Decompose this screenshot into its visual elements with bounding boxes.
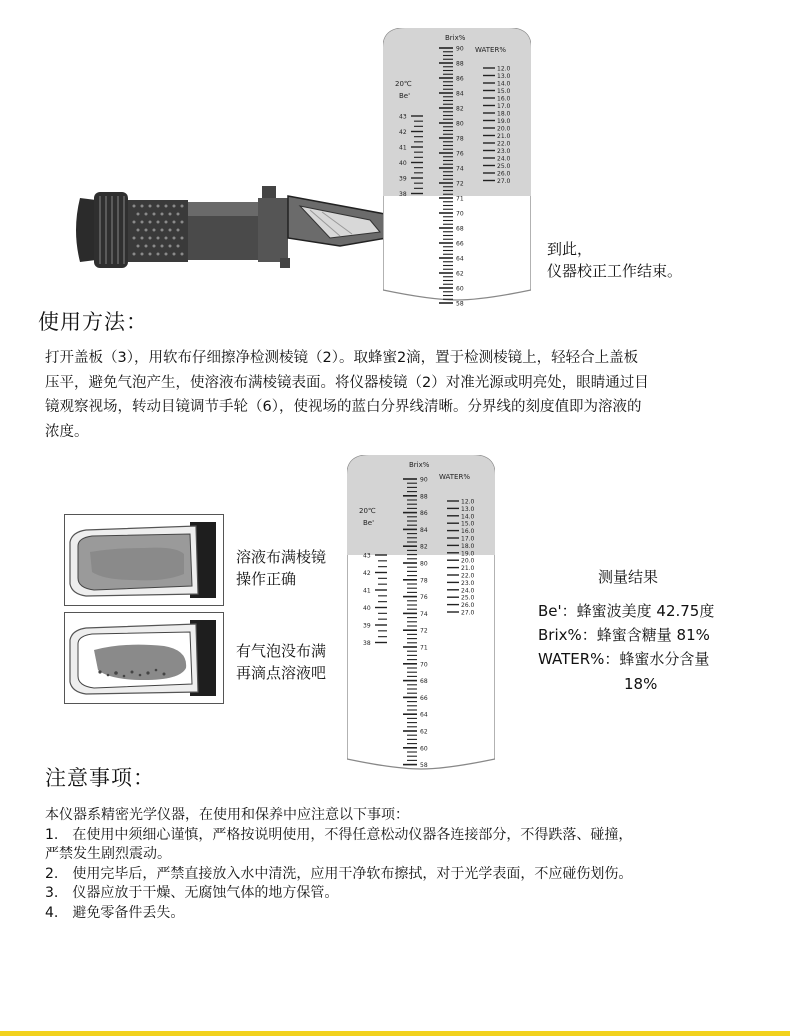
brix-tick-label: 64 [456, 255, 464, 263]
notes-item4: 4. 避免零备件丢失。 [45, 904, 185, 921]
water-tick-label: 22.0 [461, 572, 475, 580]
water-tick-label: 14.0 [461, 513, 475, 521]
brix-tick-label: 71 [456, 195, 464, 203]
be-tick-label: 40 [399, 160, 407, 167]
be-tick-label: 39 [399, 175, 407, 183]
prism-correct-illustration [64, 514, 224, 606]
water-tick-label: 26.0 [461, 602, 475, 610]
usage-title: 使用方法： [38, 310, 148, 334]
water-tick-label: 19.0 [461, 550, 475, 558]
notes-item1-line2: 严禁发生剧烈震动。 [45, 846, 171, 862]
brix-header: Brix% [445, 34, 466, 42]
brix-tick-label: 58 [420, 762, 428, 770]
notes-intro: 本仪器系精密光学仪器，在使用和保养中应注意以下事项： [45, 807, 409, 823]
brix-tick-label: 86 [420, 510, 428, 518]
brix-tick-label: 58 [456, 300, 464, 306]
usage-line4: 浓度。 [45, 423, 89, 440]
brix-tick-label: 60 [420, 745, 428, 753]
water-tick-label: 16.0 [497, 95, 511, 103]
prism-bubble-illustration [64, 612, 224, 704]
be-tick-label: 38 [399, 191, 407, 198]
usage-line3: 镜观察视场，转动目镜调节手轮（6），使视场的蓝白分界线清晰。分界线的刻度值即为溶液的 [45, 399, 642, 415]
calibration-done-line2: 仪器校正工作结束。 [547, 262, 683, 280]
brix-tick-label: 66 [456, 240, 464, 248]
water-tick-label: 24.0 [497, 155, 511, 163]
notes-item1-line1: 1. 在使用中须细心谨慎，严格按说明使用，不得任意松动仪器各连接部分，不得跌落、碰撞， [45, 826, 633, 843]
brix-tick-label: 88 [456, 60, 464, 68]
brix-tick-label: 71 [420, 644, 428, 652]
prism-bubble-line2: 再滴点溶液吧 [236, 664, 327, 682]
bottom-accent-bar [0, 1031, 790, 1036]
water-tick-label: 19.0 [497, 118, 511, 125]
brix-header: Brix% [409, 461, 430, 469]
brix-tick-label: 60 [456, 285, 464, 293]
water-tick-label: 24.0 [461, 587, 475, 595]
water-header: WATER% [439, 473, 470, 481]
water-tick-label: 18.0 [461, 542, 475, 550]
result-title: 测量结果 [598, 568, 659, 586]
brix-tick-label: 70 [456, 210, 464, 218]
brix-tick-label: 82 [420, 543, 428, 551]
brix-tick-label: 82 [456, 105, 464, 113]
water-tick-label: 20.0 [497, 125, 511, 133]
brix-tick-label: 66 [420, 694, 428, 702]
water-tick-label: 20.0 [461, 557, 475, 565]
brix-tick-label: 62 [456, 270, 464, 278]
be-tick-label: 43 [363, 552, 371, 560]
brix-tick-label: 78 [420, 577, 428, 585]
temp-label: 20℃ [359, 507, 376, 515]
be-tick-label: 41 [363, 587, 371, 595]
brix-tick-label: 62 [420, 728, 428, 736]
prism-correct-line2: 操作正确 [236, 570, 297, 588]
water-tick-label: 21.0 [461, 565, 475, 573]
be-label: Be' [363, 519, 375, 527]
brix-tick-label: 68 [456, 225, 464, 233]
water-tick-label: 15.0 [461, 520, 475, 528]
notes-title: 注意事项： [45, 766, 155, 790]
water-header: WATER% [475, 46, 506, 54]
brix-tick-label: 76 [420, 594, 428, 602]
notes-list [45, 806, 765, 923]
temp-label: 20℃ [395, 80, 412, 88]
usage-paragraph [45, 346, 765, 444]
brix-tick-label: 80 [420, 560, 428, 568]
prism-correct-caption [236, 546, 326, 590]
notes-item2: 2. 使用完毕后，严禁直接放入水中清洗，应用干净软布擦拭，对于光学表面，不应碰伤划伤。 [45, 865, 633, 882]
be-tick-label: 39 [363, 622, 371, 630]
brix-tick-label: 86 [456, 75, 464, 83]
water-tick-label: 12.0 [497, 65, 511, 73]
brix-tick-label: 80 [456, 120, 464, 128]
usage-line1: 打开盖板（3），用软布仔细擦净检测棱镜（2）。取蜂蜜2滴，置于检测棱镜上，轻轻合上盖板 [45, 350, 639, 366]
brix-tick-label: 72 [420, 627, 428, 635]
water-tick-label: 17.0 [461, 535, 475, 543]
be-tick-label: 38 [363, 640, 371, 647]
brix-tick-label: 90 [456, 45, 464, 53]
brix-tick-label: 78 [456, 135, 464, 143]
brix-tick-label: 84 [456, 90, 464, 98]
brix-tick-label: 64 [420, 711, 428, 719]
result-be: Be'：蜂蜜波美度 42.75度 [538, 602, 715, 620]
water-tick-label: 27.0 [497, 178, 511, 185]
brix-tick-label: 90 [420, 476, 428, 484]
brix-tick-label: 70 [420, 661, 428, 669]
brix-tick-label: 76 [456, 150, 464, 158]
brix-tick-label: 88 [420, 493, 428, 501]
be-label: Be' [399, 92, 411, 100]
water-tick-label: 25.0 [497, 163, 511, 170]
prism-bubble-line1: 有气泡没布满 [236, 642, 327, 660]
water-tick-label: 27.0 [461, 609, 475, 617]
water-tick-label: 21.0 [497, 133, 511, 140]
water-tick-label: 13.0 [497, 73, 511, 80]
water-tick-label: 16.0 [461, 528, 475, 536]
refraction-scale-calibration [383, 28, 531, 306]
water-tick-label: 23.0 [461, 579, 475, 587]
prism-correct-line1: 溶液布满棱镜 [236, 548, 327, 566]
water-tick-label: 15.0 [497, 88, 511, 95]
brix-tick-label: 84 [420, 526, 428, 534]
water-tick-label: 26.0 [497, 170, 511, 178]
result-brix: Brix%：蜂蜜含糖量 81% [538, 626, 710, 644]
be-tick-label: 42 [399, 129, 407, 136]
refraction-scale-measurement [347, 455, 495, 775]
usage-line2: 压平，避免气泡产生，使溶液布满棱镜表面。将仪器棱镜（2）对准光源或明亮处，眼睛通过目 [45, 374, 649, 391]
be-tick-label: 43 [399, 113, 407, 121]
brix-tick-label: 74 [420, 610, 428, 618]
water-tick-label: 14.0 [497, 80, 511, 88]
brix-tick-label: 74 [456, 165, 464, 173]
water-tick-label: 23.0 [497, 148, 511, 155]
water-tick-label: 25.0 [461, 594, 475, 602]
be-tick-label: 42 [363, 570, 371, 577]
notes-item3: 3. 仪器应放于干燥、无腐蚀气体的地方保管。 [45, 885, 339, 901]
water-tick-label: 13.0 [461, 505, 475, 513]
brix-tick-label: 68 [420, 678, 428, 686]
brix-tick-label: 72 [456, 180, 464, 188]
be-tick-label: 40 [363, 605, 371, 612]
result-water-line1: WATER%：蜂蜜水分含量 [538, 650, 710, 668]
water-tick-label: 22.0 [497, 140, 511, 148]
water-tick-label: 12.0 [461, 498, 475, 506]
water-tick-label: 18.0 [497, 110, 511, 118]
water-tick-label: 17.0 [497, 103, 511, 110]
calibration-done-text [547, 238, 682, 282]
prism-bubble-caption [236, 640, 326, 684]
be-tick-label: 41 [399, 144, 407, 152]
calibration-done-line1: 到此， [547, 240, 593, 258]
result-water-line2: 18% [624, 675, 658, 693]
